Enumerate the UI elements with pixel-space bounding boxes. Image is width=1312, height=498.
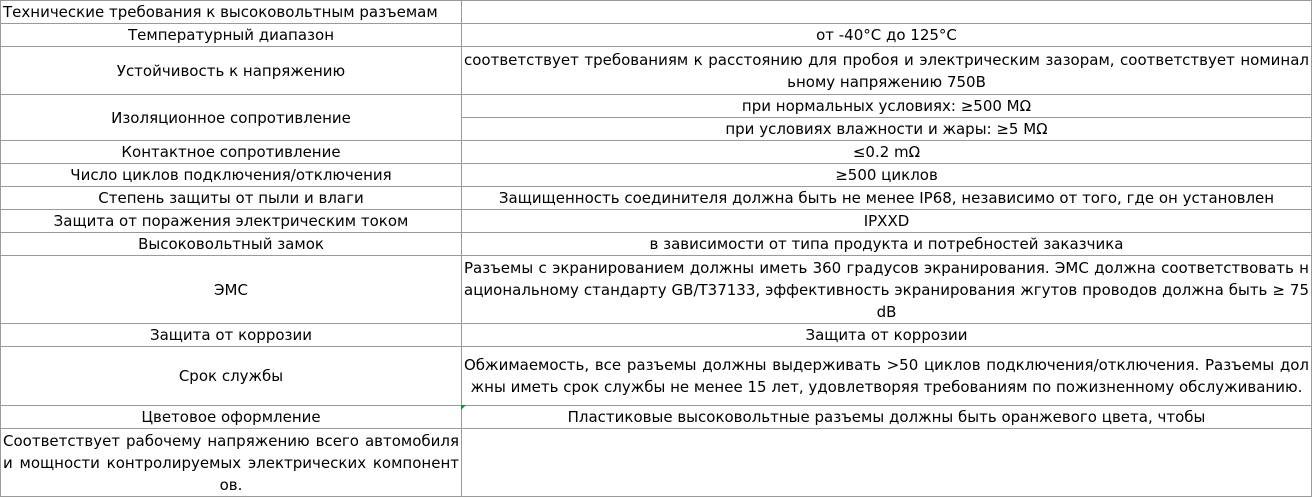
value-cell[interactable]: ≥500 циклов xyxy=(462,164,1312,187)
param-cell[interactable]: Защита от коррозии xyxy=(1,324,462,347)
param-cell[interactable]: Число циклов подключения/отключения xyxy=(1,164,462,187)
table-row xyxy=(1,47,1312,95)
param-cell[interactable]: Степень защиты от пыли и влаги xyxy=(1,187,462,210)
param-cell[interactable]: Контактное сопротивление xyxy=(1,141,462,164)
value-cell[interactable]: Защита от коррозии xyxy=(462,324,1312,347)
value-cell[interactable]: IPXXD xyxy=(462,210,1312,233)
value-cell[interactable]: Разъемы с экранированием должны иметь 360 градусов экранирования. ЭМС должна соответствовать национальному стандарту GB/T37133, эффективность экранирования жгутов проводов должна быть ≥ 75dB xyxy=(462,256,1312,324)
table-title[interactable]: Технические требования к высоковольтным разъемам xyxy=(1,1,462,24)
table-row xyxy=(1,24,1312,47)
table-row xyxy=(1,429,1312,497)
value-cell[interactable]: при нормальных условиях: ≥500 MΩ xyxy=(462,95,1312,118)
value-cell[interactable]: при условиях влажности и жары: ≥5 MΩ xyxy=(462,118,1312,141)
table-row xyxy=(1,95,1312,118)
table-row xyxy=(1,141,1312,164)
table-row xyxy=(1,324,1312,347)
cell-comment-indicator xyxy=(461,405,466,410)
param-cell[interactable]: Срок службы xyxy=(1,347,462,406)
param-cell[interactable]: Устойчивость к напряжению xyxy=(1,47,462,95)
param-cell[interactable]: Защита от поражения электрическим током xyxy=(1,210,462,233)
param-cell[interactable]: Цветовое оформление xyxy=(1,406,462,429)
table-row xyxy=(1,233,1312,256)
param-cell[interactable]: Высоковольтный замок xyxy=(1,233,462,256)
table-row xyxy=(1,187,1312,210)
param-cell[interactable]: Температурный диапазон xyxy=(1,24,462,47)
table-row xyxy=(1,210,1312,233)
table-row xyxy=(1,164,1312,187)
table-row xyxy=(1,256,1312,324)
value-cell[interactable]: соответствует требованиям к расстоянию для пробоя и электрическим зазорам, соответствует номинальному напряжению 750В xyxy=(462,47,1312,95)
table-row xyxy=(1,347,1312,406)
param-cell[interactable]: Изоляционное сопротивление xyxy=(1,95,462,141)
param-cell[interactable]: ЭМС xyxy=(1,256,462,324)
table-row xyxy=(1,406,1312,429)
value-cell[interactable] xyxy=(462,429,1312,497)
value-cell[interactable]: в зависимости от типа продукта и потребностей заказчика xyxy=(462,233,1312,256)
value-cell[interactable]: ≤0.2 mΩ xyxy=(462,141,1312,164)
table-row xyxy=(1,1,1312,24)
value-cell[interactable]: Обжимаемость, все разъемы должны выдерживать >50 циклов подключения/отключения. Разъемы должны иметь срок службы не менее 15 лет, удовлетворяя требованиям по пожизненному обслуживанию. xyxy=(462,347,1312,406)
value-cell[interactable]: Защищенность соединителя должна быть не менее IP68, независимо от того, где он установлен xyxy=(462,187,1312,210)
value-cell[interactable]: Пластиковые высоковольтные разъемы должны быть оранжевого цвета, чтобы xyxy=(462,406,1312,429)
table-cell-empty[interactable] xyxy=(462,1,1312,24)
param-cell[interactable]: Соответствует рабочему напряжению всего автомобиля и мощности контролируемых электрических компонентов. xyxy=(1,429,462,497)
value-cell[interactable]: от -40°C до 125°C xyxy=(462,24,1312,47)
